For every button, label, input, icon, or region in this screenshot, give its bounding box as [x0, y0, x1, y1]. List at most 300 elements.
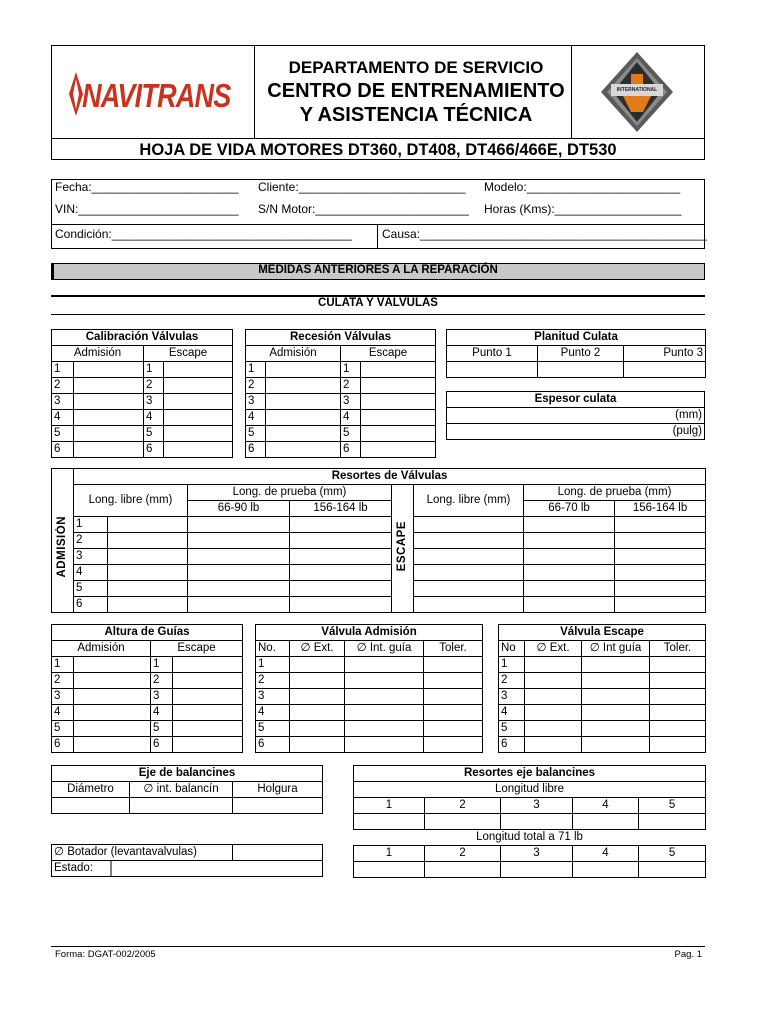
row-number: 1 [341, 362, 361, 378]
recesion-escape: Escape [341, 346, 436, 362]
row-number: 2 [341, 378, 361, 394]
input-cell[interactable] [108, 533, 188, 549]
input-cell[interactable] [424, 673, 483, 689]
row-number: 2 [256, 673, 290, 689]
esc-load-1: 66-70 lb [524, 501, 615, 517]
table-row [52, 426, 233, 442]
row-number: 1 [499, 657, 525, 673]
input-cell[interactable] [345, 657, 424, 673]
input-cell[interactable] [524, 517, 615, 533]
table-row [52, 549, 706, 565]
input-cell[interactable] [414, 581, 524, 597]
input-cell[interactable] [108, 549, 188, 565]
input-cell[interactable] [52, 798, 130, 814]
calibracion-escape: Escape [144, 346, 233, 362]
table-row [246, 442, 436, 458]
row-number: 6 [151, 737, 173, 753]
table-row [246, 394, 436, 410]
row-number: 2 [52, 378, 74, 394]
row-number: 3 [501, 846, 573, 862]
row-number: 4 [573, 798, 639, 814]
input-cell[interactable] [650, 737, 706, 753]
row-number: 5 [52, 721, 74, 737]
recesion-table [245, 329, 436, 458]
input-cell[interactable] [108, 565, 188, 581]
cliente-field[interactable]: Cliente:_________________________ [258, 180, 466, 194]
table-row [52, 533, 706, 549]
input-cell[interactable] [74, 426, 144, 442]
punto-3: Punto 3 [624, 346, 706, 362]
input-cell[interactable] [290, 533, 392, 549]
table-row [256, 689, 483, 705]
input-cell[interactable] [501, 862, 573, 878]
table-row [52, 517, 706, 533]
planitud-table [446, 329, 706, 378]
document-title: HOJA DE VIDA MOTORES DT360, DT408, DT466/466E, DT530 [139, 141, 617, 159]
condicion-field[interactable]: Condición:____________________________________ [55, 227, 352, 241]
espesor-title: Espesor culata [447, 392, 705, 408]
input-cell[interactable] [447, 362, 538, 378]
input-cell[interactable] [164, 362, 233, 378]
row-number: 4 [573, 846, 639, 862]
horas-field[interactable]: Horas (Kms):___________________ [484, 202, 682, 216]
row-number: 6 [341, 442, 361, 458]
row-number: 3 [52, 689, 74, 705]
row-number: 1 [354, 798, 425, 814]
input-cell [392, 485, 414, 613]
recesion-admision: Admisión [246, 346, 341, 362]
row-number: 1 [246, 362, 266, 378]
row-number: 4 [341, 410, 361, 426]
row-number: 6 [74, 597, 108, 613]
input-cell[interactable] [188, 533, 290, 549]
input-cell[interactable] [266, 362, 341, 378]
input-cell[interactable] [424, 705, 483, 721]
input-cell[interactable] [345, 689, 424, 705]
row-number: 5 [52, 426, 74, 442]
input-cell[interactable] [188, 581, 290, 597]
vin-field[interactable]: VIN:________________________ [55, 202, 239, 216]
input-cell[interactable] [424, 689, 483, 705]
punto-2: Punto 2 [538, 346, 624, 362]
input-cell[interactable] [573, 862, 639, 878]
adm-load-1: 66-90 lb [188, 501, 290, 517]
guias-title: Altura de Guías [52, 625, 243, 641]
input-cell[interactable] [173, 737, 243, 753]
input-cell[interactable] [538, 362, 624, 378]
vadm-no: No. [256, 641, 290, 657]
table-row [52, 657, 243, 673]
input-cell[interactable] [424, 737, 483, 753]
input-cell[interactable] [233, 845, 323, 861]
input-cell[interactable] [164, 426, 233, 442]
input-cell[interactable] [173, 657, 243, 673]
eje-holgura: Holgura [233, 782, 323, 798]
longitud-total: Longitud total a 71 lb [354, 830, 706, 846]
row-number: 6 [144, 442, 164, 458]
valvula-admision-table [255, 624, 483, 753]
input-cell [52, 485, 74, 613]
row-number: 6 [499, 737, 525, 753]
subsection-title: CULATA Y VÁLVULAS [318, 297, 438, 309]
input-cell[interactable] [615, 533, 706, 549]
modelo-field[interactable]: Modelo:_______________________ [484, 180, 681, 194]
esc-long-prueba: Long. de prueba (mm) [524, 485, 706, 501]
input-cell[interactable] [233, 798, 323, 814]
row-number: 1 [354, 846, 425, 862]
input-cell[interactable] [354, 814, 425, 830]
botador-table [51, 844, 323, 877]
input-cell[interactable] [525, 673, 582, 689]
row-number: 3 [144, 394, 164, 410]
input-cell[interactable] [425, 814, 501, 830]
input-cell[interactable] [290, 597, 392, 613]
row-number: 4 [74, 565, 108, 581]
row-number: 3 [151, 689, 173, 705]
vesc-toler: Toler. [650, 641, 706, 657]
input-cell[interactable] [354, 862, 425, 878]
recesion-title: Recesión Válvulas [246, 330, 436, 346]
input-cell[interactable] [173, 721, 243, 737]
table-row [52, 597, 706, 613]
input-cell[interactable] [525, 657, 582, 673]
input-cell[interactable] [501, 814, 573, 830]
table-row [499, 689, 706, 705]
input-cell[interactable] [650, 689, 706, 705]
table-row [52, 410, 233, 426]
input-cell[interactable] [74, 410, 144, 426]
row-number: 5 [144, 426, 164, 442]
espesor-pulg[interactable]: (pulg) [447, 424, 705, 440]
punto-1: Punto 1 [447, 346, 538, 362]
vesc-no: No [499, 641, 525, 657]
calibracion-table [51, 329, 233, 458]
input-cell[interactable] [425, 862, 501, 878]
input-cell[interactable] [164, 394, 233, 410]
input-cell[interactable] [639, 862, 706, 878]
input-cell[interactable] [290, 565, 392, 581]
input-cell[interactable] [524, 533, 615, 549]
input-cell[interactable] [639, 814, 706, 830]
row-number: 2 [499, 673, 525, 689]
input-cell[interactable] [74, 657, 151, 673]
emblem-text: INTERNATIONAL [616, 87, 658, 93]
input-cell[interactable] [582, 705, 650, 721]
table-row [256, 721, 483, 737]
input-cell[interactable] [266, 410, 341, 426]
vadm-ext: ∅ Ext. [290, 641, 345, 657]
input-cell[interactable] [573, 814, 639, 830]
input-cell[interactable] [108, 597, 188, 613]
input-cell[interactable] [108, 581, 188, 597]
row-number: 5 [74, 581, 108, 597]
row-number: 6 [52, 442, 74, 458]
row-number: 2 [144, 378, 164, 394]
resortes-eje-table [353, 765, 706, 878]
input-cell[interactable] [361, 394, 436, 410]
row-number: 5 [499, 721, 525, 737]
input-cell[interactable] [361, 426, 436, 442]
row-number: 3 [74, 549, 108, 565]
input-cell[interactable] [290, 689, 345, 705]
valvula-escape-table [498, 624, 706, 753]
table-row [256, 737, 483, 753]
eje-title: Eje de balancines [52, 766, 323, 782]
table-row [246, 378, 436, 394]
row-number: 5 [246, 426, 266, 442]
table-row [256, 657, 483, 673]
input-cell[interactable] [361, 362, 436, 378]
input-cell[interactable] [650, 657, 706, 673]
input-cell[interactable] [615, 597, 706, 613]
espesor-mm[interactable]: (mm) [447, 408, 705, 424]
vadm-int: ∅ Int. guía [345, 641, 424, 657]
row-number: 6 [52, 737, 74, 753]
guias-admision: Admisión [52, 641, 151, 657]
table-row [52, 394, 233, 410]
estado-field[interactable]: Estado: [52, 861, 323, 877]
input-cell[interactable] [615, 549, 706, 565]
input-cell[interactable] [361, 378, 436, 394]
table-row [52, 442, 233, 458]
table-row [499, 721, 706, 737]
input-cell[interactable] [525, 737, 582, 753]
valvula-adm-title: Válvula Admisión [256, 625, 483, 641]
input-cell[interactable] [624, 362, 706, 378]
input-cell[interactable] [266, 442, 341, 458]
input-cell[interactable] [345, 737, 424, 753]
input-cell[interactable] [108, 517, 188, 533]
row-number: 2 [74, 533, 108, 549]
table-row [246, 362, 436, 378]
input-cell[interactable] [290, 581, 392, 597]
table-row [499, 737, 706, 753]
row-number: 3 [501, 798, 573, 814]
valvula-esc-title: Válvula Escape [499, 625, 706, 641]
input-cell[interactable] [74, 362, 144, 378]
row-number: 6 [246, 442, 266, 458]
input-cell[interactable] [188, 597, 290, 613]
input-cell[interactable] [266, 394, 341, 410]
input-cell[interactable] [74, 721, 151, 737]
table-row [52, 721, 243, 737]
input-cell[interactable] [290, 673, 345, 689]
calibracion-title: Calibración Válvulas [52, 330, 233, 346]
longitud-libre: Longitud libre [354, 782, 706, 798]
input-cell[interactable] [361, 410, 436, 426]
input-cell[interactable] [414, 549, 524, 565]
input-cell[interactable] [582, 673, 650, 689]
row-number: 3 [52, 394, 74, 410]
admision-label: ADMISIÓN [56, 515, 68, 577]
vesc-ext: ∅ Ext. [525, 641, 582, 657]
input-cell[interactable] [164, 378, 233, 394]
input-cell[interactable] [582, 689, 650, 705]
row-number: 1 [144, 362, 164, 378]
input-cell[interactable] [615, 565, 706, 581]
input-cell[interactable] [424, 721, 483, 737]
input-cell[interactable] [525, 705, 582, 721]
row-number: 4 [246, 410, 266, 426]
row-number: 2 [151, 673, 173, 689]
sn-motor-field[interactable]: S/N Motor:_______________________ [258, 202, 469, 216]
row-number: 2 [52, 673, 74, 689]
adm-long-libre: Long. libre (mm) [74, 485, 188, 517]
row-number: 5 [639, 798, 706, 814]
eje-table [51, 765, 323, 814]
row-number: 4 [256, 705, 290, 721]
input-cell[interactable] [74, 394, 144, 410]
row-number: 4 [144, 410, 164, 426]
input-cell[interactable] [188, 549, 290, 565]
row-number: 3 [256, 689, 290, 705]
table-row [256, 673, 483, 689]
table-row [52, 378, 233, 394]
table-row [52, 581, 706, 597]
input-cell[interactable] [290, 657, 345, 673]
planitud-title: Planitud Culata [447, 330, 706, 346]
eje-int-balancin: ∅ int. balancín [130, 782, 233, 798]
input-cell[interactable] [525, 689, 582, 705]
input-cell[interactable] [414, 597, 524, 613]
esc-long-libre: Long. libre (mm) [414, 485, 524, 517]
section-title: MEDIDAS ANTERIORES A LA REPARACIÓN [258, 264, 498, 276]
row-number: 4 [151, 705, 173, 721]
fecha-field[interactable]: Fecha:______________________ [55, 180, 239, 194]
header-line1: DEPARTAMENTO DE SERVICIO [288, 58, 544, 77]
row-number: 2 [246, 378, 266, 394]
input-cell[interactable] [525, 721, 582, 737]
table-row [52, 673, 243, 689]
input-cell[interactable] [188, 565, 290, 581]
row-number: 3 [499, 689, 525, 705]
espesor-table [446, 391, 705, 440]
input-cell[interactable] [582, 657, 650, 673]
input-cell[interactable] [74, 737, 151, 753]
input-cell[interactable] [164, 442, 233, 458]
input-cell[interactable] [582, 737, 650, 753]
input-cell[interactable] [173, 689, 243, 705]
table-row [52, 705, 243, 721]
input-cell[interactable] [290, 737, 345, 753]
input-cell[interactable] [524, 549, 615, 565]
resortes-title: Resortes de Válvulas [74, 469, 706, 485]
header-line2: CENTRO DE ENTRENAMIENTO [267, 80, 565, 102]
input-cell[interactable] [414, 565, 524, 581]
resortes-eje-title: Resortes eje balancines [354, 766, 706, 782]
input-cell[interactable] [650, 673, 706, 689]
table-row [499, 705, 706, 721]
botador-label: ∅ Botador (levantavalvulas) [52, 845, 233, 861]
adm-load-2: 156-164 lb [290, 501, 392, 517]
resortes-table [51, 468, 706, 613]
table-row [499, 673, 706, 689]
input-cell[interactable] [524, 597, 615, 613]
navitrans-logo [66, 70, 238, 118]
input-cell[interactable] [74, 673, 151, 689]
esc-load-2: 156-164 lb [615, 501, 706, 517]
row-number: 1 [256, 657, 290, 673]
international-emblem [599, 50, 675, 134]
input-cell[interactable] [524, 581, 615, 597]
input-cell[interactable] [290, 721, 345, 737]
footer-page: Pag. 1 [674, 949, 702, 960]
row-number: 6 [256, 737, 290, 753]
input-cell[interactable] [345, 673, 424, 689]
row-number: 1 [151, 657, 173, 673]
table-row [52, 689, 243, 705]
input-cell[interactable] [290, 517, 392, 533]
causa-field[interactable]: Causa:___________________________________________ [382, 227, 707, 241]
input-cell[interactable] [290, 705, 345, 721]
row-number: 5 [256, 721, 290, 737]
calibracion-admision: Admisión [52, 346, 144, 362]
guias-escape: Escape [151, 641, 243, 657]
escape-label: ESCAPE [396, 521, 408, 572]
input-cell[interactable] [524, 565, 615, 581]
input-cell[interactable] [164, 410, 233, 426]
table-row [246, 410, 436, 426]
adm-long-prueba: Long. de prueba (mm) [188, 485, 392, 501]
row-number: 2 [425, 846, 501, 862]
table-row [52, 565, 706, 581]
input-cell[interactable] [650, 705, 706, 721]
input-cell[interactable] [188, 517, 290, 533]
row-number: 3 [341, 394, 361, 410]
input-cell[interactable] [290, 549, 392, 565]
input-cell[interactable] [173, 705, 243, 721]
table-row [499, 657, 706, 673]
input-cell[interactable] [361, 442, 436, 458]
row-number: 4 [52, 705, 74, 721]
row-number: 1 [74, 517, 108, 533]
input-cell[interactable] [414, 533, 524, 549]
row-number: 4 [52, 410, 74, 426]
input-cell[interactable] [74, 378, 144, 394]
input-cell[interactable] [345, 721, 424, 737]
table-row [246, 426, 436, 442]
input-cell[interactable] [615, 517, 706, 533]
input-cell[interactable] [74, 689, 151, 705]
input-cell[interactable] [650, 721, 706, 737]
table-row [52, 362, 233, 378]
header-line3: Y ASISTENCIA TÉCNICA [299, 104, 533, 126]
input-cell[interactable] [173, 673, 243, 689]
input-cell[interactable] [130, 798, 233, 814]
input-cell[interactable] [74, 442, 144, 458]
table-row [52, 737, 243, 753]
input-cell[interactable] [74, 705, 151, 721]
input-cell[interactable] [582, 721, 650, 737]
input-cell[interactable] [414, 517, 524, 533]
row-number: 4 [499, 705, 525, 721]
input-cell[interactable] [424, 657, 483, 673]
guias-table [51, 624, 243, 753]
input-cell[interactable] [615, 581, 706, 597]
footer-form: Forma: DGAT-002/2005 [55, 949, 156, 960]
vesc-int: ∅ Int guía [582, 641, 650, 657]
input-cell[interactable] [266, 378, 341, 394]
input-cell[interactable] [345, 705, 424, 721]
input-cell [52, 469, 74, 485]
row-number: 5 [341, 426, 361, 442]
input-cell[interactable] [266, 426, 341, 442]
row-number: 3 [246, 394, 266, 410]
eje-diametro: Diámetro [52, 782, 130, 798]
row-number: 1 [52, 362, 74, 378]
row-number: 1 [52, 657, 74, 673]
vadm-toler: Toler. [424, 641, 483, 657]
